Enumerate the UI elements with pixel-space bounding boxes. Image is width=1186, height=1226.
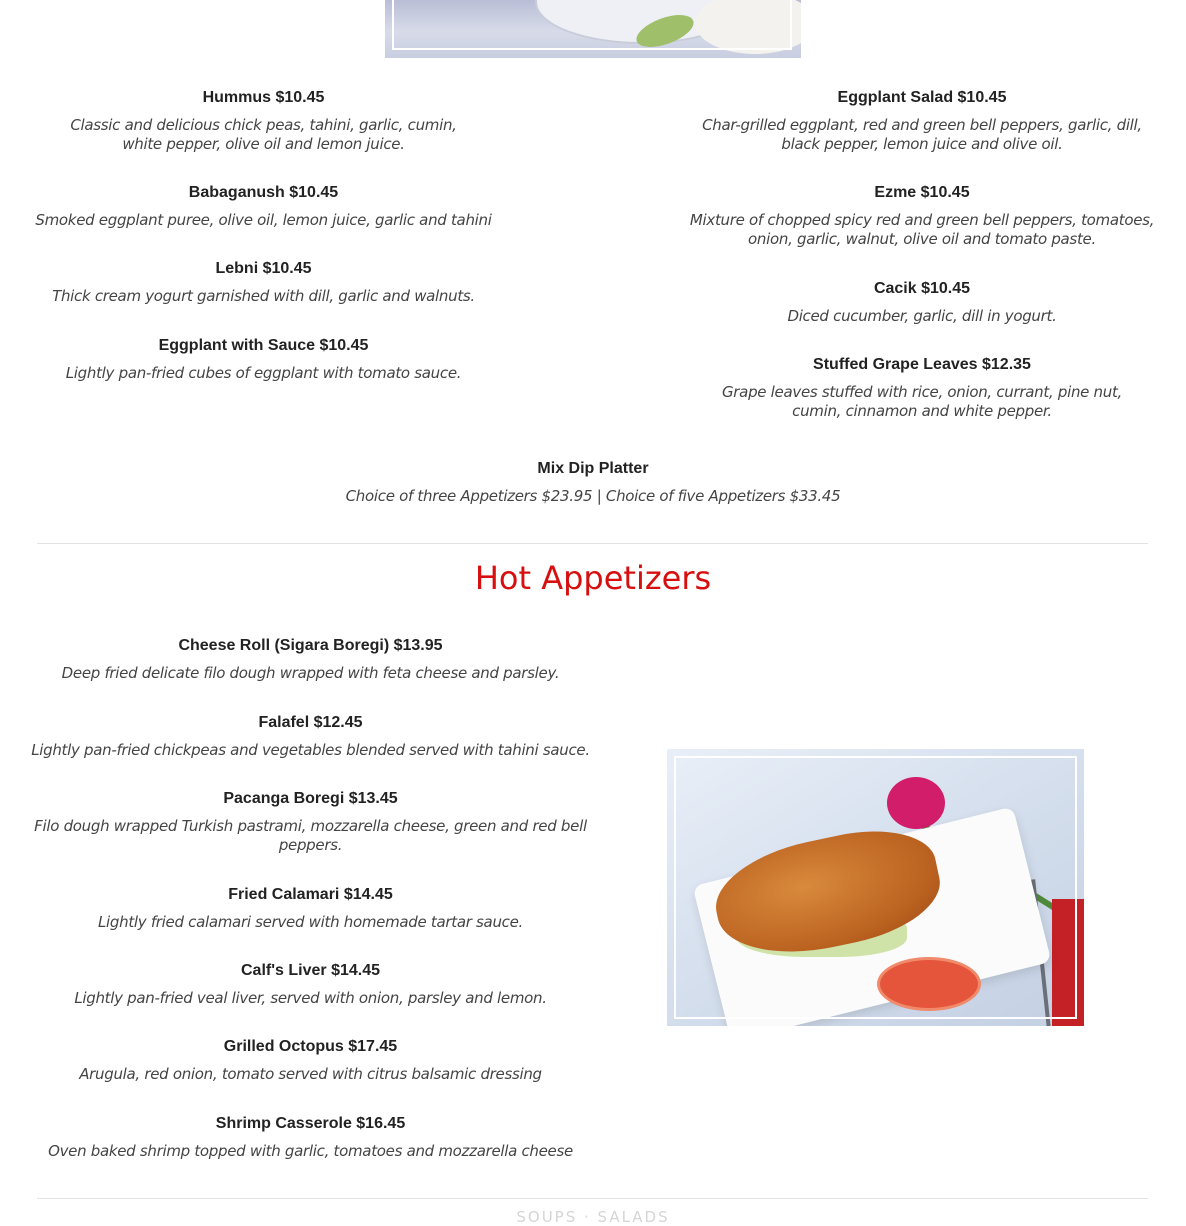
item-description: Char-grilled eggplant, red and green bell peppers, garlic, dill, black pepper, lemon juice and olive oil.	[702, 116, 1142, 153]
item-description: Classic and delicious chick peas, tahini, garlic, cumin, white pepper, olive oil and lemon juice.	[70, 116, 457, 153]
menu-item-ezme	[688, 183, 1156, 249]
item-description: Deep fried delicate filo dough wrapped with feta cheese and parsley.	[61, 664, 560, 682]
item-name: Falafel $12.45	[258, 714, 363, 731]
section-divider	[37, 1198, 1148, 1199]
section-title-hot-appetizers: Hot Appetizers	[474, 559, 712, 597]
item-description: Grape leaves stuffed with rice, onion, currant, pine nut, cumin, cinnamon and white pepper.	[721, 383, 1123, 420]
item-name: Mix Dip Platter	[537, 460, 649, 477]
item-description: Mixture of chopped spicy red and green bell peppers, tomatoes, onion, garlic, walnut, olive oil and tomato paste.	[689, 211, 1155, 248]
item-name: Fried Calamari $14.45	[228, 886, 393, 903]
item-name: Babaganush $10.45	[188, 184, 339, 201]
menu-item-shrimp-casserole	[30, 1114, 591, 1161]
item-name: Eggplant with Sauce $10.45	[158, 337, 369, 354]
menu-item-pacanga-boregi	[30, 789, 591, 855]
item-description: Smoked eggplant puree, olive oil, lemon juice, garlic and tahini	[35, 211, 492, 229]
hot-appetizers-photo	[667, 749, 1084, 1026]
item-description: Choice of three Appetizers $23.95 | Choice of five Appetizers $33.45	[345, 487, 841, 505]
next-section-title: SOUPS · SALADS	[516, 1208, 670, 1226]
menu-item-babaganush	[30, 183, 497, 230]
section-divider	[37, 543, 1148, 544]
item-name: Shrimp Casserole $16.45	[215, 1115, 406, 1132]
item-description: Lightly pan-fried cubes of eggplant with tomato sauce.	[65, 364, 462, 382]
menu-item-cheese-roll	[30, 636, 591, 683]
menu-item-cacik	[688, 279, 1156, 326]
item-name: Ezme $10.45	[874, 184, 970, 201]
item-name: Lebni $10.45	[215, 260, 312, 277]
photo-frame	[674, 756, 1077, 1019]
item-description: Diced cucumber, garlic, dill in yogurt.	[787, 307, 1057, 325]
item-description: Thick cream yogurt garnished with dill, garlic and walnuts.	[52, 287, 475, 305]
menu-item-eggplant-salad	[688, 88, 1156, 154]
cold-appetizers-photo	[385, 0, 801, 58]
item-description: Lightly pan-fried veal liver, served with onion, parsley and lemon.	[74, 989, 547, 1007]
menu-item-fried-calamari	[30, 885, 591, 932]
menu-item-mix-dip-platter	[300, 459, 886, 506]
menu-item-grilled-octopus	[30, 1037, 591, 1084]
menu-item-lebni	[30, 259, 497, 306]
item-name: Hummus $10.45	[202, 89, 325, 106]
menu-item-eggplant-with-sauce	[30, 336, 497, 383]
photo-frame	[392, 0, 792, 50]
menu-item-hummus	[30, 88, 497, 154]
item-description: Arugula, red onion, tomato served with citrus balsamic dressing	[79, 1065, 542, 1083]
item-name: Calf's Liver $14.45	[241, 962, 380, 979]
menu-item-calfs-liver	[30, 961, 591, 1008]
item-name: Cheese Roll (Sigara Boregi) $13.95	[178, 637, 443, 654]
item-description: Oven baked shrimp topped with garlic, tomatoes and mozzarella cheese	[48, 1142, 573, 1160]
item-name: Eggplant Salad $10.45	[837, 89, 1007, 106]
item-description: Filo dough wrapped Turkish pastrami, mozzarella cheese, green and red bell peppers.	[34, 817, 587, 854]
item-description: Lightly pan-fried chickpeas and vegetables blended served with tahini sauce.	[31, 741, 590, 759]
item-description: Lightly fried calamari served with homemade tartar sauce.	[97, 913, 524, 931]
menu-item-stuffed-grape-leaves	[688, 355, 1156, 421]
menu-item-falafel	[30, 713, 591, 760]
item-name: Pacanga Boregi $13.45	[223, 790, 398, 807]
item-name: Cacik $10.45	[873, 280, 971, 297]
item-name: Stuffed Grape Leaves $12.35	[813, 356, 1031, 373]
item-name: Grilled Octopus $17.45	[223, 1038, 398, 1055]
